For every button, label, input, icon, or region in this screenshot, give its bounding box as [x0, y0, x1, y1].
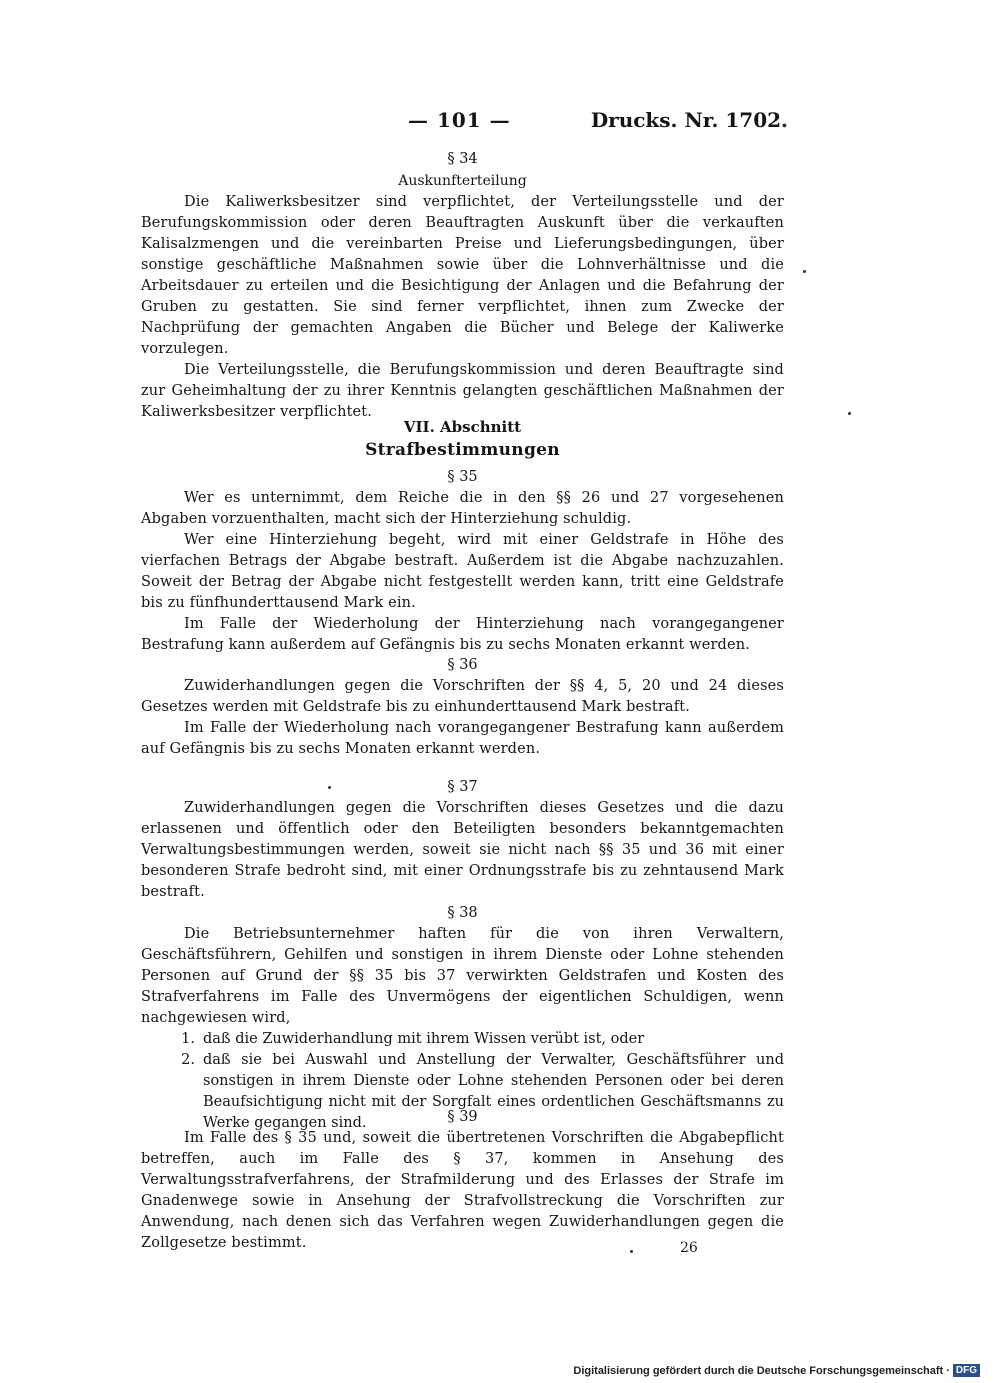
- section-39: [141, 1106, 784, 1254]
- paragraph: Die Kaliwerksbesitzer sind verpflichtet, der Verteilungsstelle und der Berufungskommission oder deren Beauftragten Auskunft über die verkauften Kalisalzmengen und die vereinbarten Preise und Lieferungsbedingungen, über sonstige geschäftliche Maßnahmen sowie über die Lohnverhältnisse und die Arbeitsdauer zu erteilen und die Besichtigung der Anlagen und die Befahrung der Gruben zu gestatten. Sie sind ferner verpflichtet, ihnen zum Zwecke der Nachprüfung der gemachten Angaben die Bücher und Belege der Kaliwerke vorzulegen.: [141, 194, 784, 357]
- list-marker: 2.: [181, 1052, 195, 1068]
- section-35: [141, 466, 784, 656]
- footer-text: Digitalisierung gefördert durch die Deutsche Forschungsgemeinschaft ·: [573, 1364, 950, 1377]
- chapter-subtitle: Strafbestimmungen: [365, 440, 560, 460]
- section-number: § 39: [447, 1109, 478, 1125]
- paragraph: Im Falle der Wiederholung der Hinterziehung nach vorangegangener Bestrafung kann außerdem auf Gefängnis bis zu sechs Monaten erkannt werden.: [141, 616, 784, 653]
- scan-speck: [848, 412, 851, 415]
- section-34: [141, 148, 784, 423]
- dfg-logo: DFG: [953, 1364, 980, 1377]
- scan-speck: [328, 786, 331, 789]
- section-37: [141, 776, 784, 903]
- list-item: [141, 1029, 784, 1050]
- section-number: § 36: [447, 657, 478, 673]
- paragraph: Im Falle der Wiederholung nach vorangegangener Bestrafung kann außerdem auf Gefängnis bis zu sechs Monaten erkannt werden.: [141, 720, 784, 757]
- chapter-title: VII. Abschnitt: [403, 418, 522, 436]
- section-38: [141, 902, 784, 1134]
- section-number: § 38: [447, 905, 478, 921]
- paragraph: Zuwiderhandlungen gegen die Vorschriften der §§ 4, 5, 20 und 24 dieses Gesetzes werden mit Geldstrafe bis zu einhunderttausend Mark bestraft.: [141, 678, 784, 715]
- paragraph: Im Falle des § 35 und, soweit die übertretenen Vorschriften die Abgabepflicht betreffen, auch im Falle des § 37, kommen in Ansehung des Verwaltungsstrafverfahrens, der Strafmilderung und des Erlasses der Strafe im Gnadenwege sowie in Ansehung der Strafvollstreckung die Vorschriften zur Anwendung, nach denen sich das Verfahren wegen Zuwiderhandlungen gegen die Zollgesetze bestimmt.: [141, 1130, 784, 1251]
- list-item-text: daß sie bei Auswahl und Anstellung der Verwalter, Geschäftsführer und sonstigen in ihrem Dienste oder Lohne stehenden Personen oder bei deren Beaufsichtigung nicht mit der Sorgfalt eines ordentlichen Geschäftsmanns zu Werke gegangen sind.: [203, 1052, 784, 1131]
- section-number: § 37: [447, 779, 478, 795]
- page-number: — 101 —: [408, 108, 511, 132]
- list-marker: 1.: [181, 1031, 195, 1047]
- section-title: Auskunfterteilung: [398, 173, 527, 189]
- signature-number: 26: [680, 1240, 698, 1256]
- section-36: [141, 654, 784, 760]
- section-number: § 35: [447, 469, 478, 485]
- chapter-heading: [141, 416, 784, 462]
- paragraph: Zuwiderhandlungen gegen die Vorschriften dieses Gesetzes und die dazu erlassenen und öffentlich oder den Beteiligten besonders bekanntgemachten Verwaltungsbestimmungen werden, soweit sie nicht nach §§ 35 und 36 mit einer besonderen Strafe bedroht sind, mit einer Ordnungsstrafe bis zu zehntausend Mark bestraft.: [141, 800, 784, 900]
- scan-speck: [630, 1250, 633, 1253]
- paragraph: Wer eine Hinterziehung begeht, wird mit einer Geldstrafe in Höhe des vierfachen Betrags der Abgabe bestraft. Außerdem ist die Abgabe nachzuzahlen. Soweit der Betrag der Abgabe nicht festgestellt werden kann, tritt eine Geldstrafe bis zu fünfhunderttausend Mark ein.: [141, 532, 784, 611]
- digitization-footer: [573, 1364, 980, 1377]
- list-item-text: daß die Zuwiderhandlung mit ihrem Wissen verübt ist, oder: [203, 1031, 645, 1047]
- drucksache-number: Drucks. Nr. 1702.: [590, 108, 788, 132]
- scan-speck: [803, 270, 806, 273]
- paragraph: Die Betriebsunternehmer haften für die von ihren Verwaltern, Geschäftsführern, Gehilfen und sonstigen in ihrem Dienste oder Lohne stehenden Personen auf Grund der §§ 35 bis 37 verwirkten Geldstrafen und Kosten des Strafverfahrens im Falle des Unvermögens der eigentlichen Schuldigen, wenn nachgewiesen wird,: [141, 926, 784, 1026]
- section-number: § 34: [447, 151, 478, 167]
- paragraph: Die Verteilungsstelle, die Berufungskommission und deren Beauftragte sind zur Geheimhaltung der zu ihrer Kenntnis gelangten geschäftlichen Maßnahmen der Kaliwerksbesitzer verpflichtet.: [141, 362, 784, 420]
- paragraph: Wer es unternimmt, dem Reiche die in den §§ 26 und 27 vorgesehenen Abgaben vorzuenthalten, macht sich der Hinterziehung schuldig.: [141, 490, 784, 527]
